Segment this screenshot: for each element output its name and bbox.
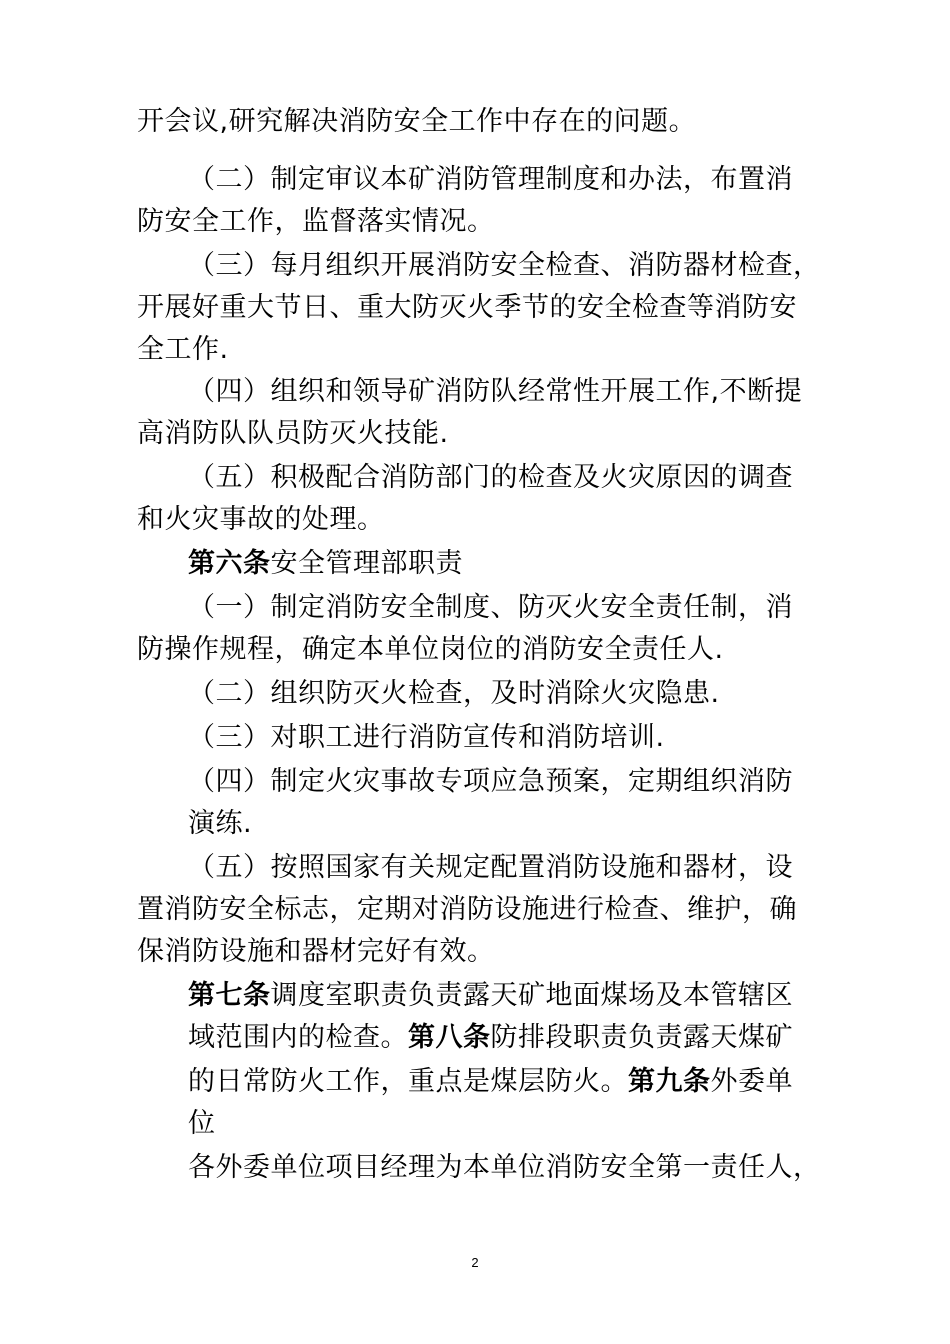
text-line: 开会议,研究解决消防安全工作中存在的问题。 bbox=[137, 106, 697, 137]
article-text: 安全管理部职责 bbox=[270, 548, 463, 579]
text-line: 防安全工作，监督落实情况。 bbox=[137, 206, 495, 237]
text-line: （三）对职工进行消防宣传和消防培训. bbox=[188, 722, 665, 753]
text-line: （五）积极配合消防部门的检查及火灾原因的调查 bbox=[188, 462, 793, 493]
text-line: 全工作. bbox=[137, 334, 229, 365]
text-line: 置消防安全标志，定期对消防设施进行检查、维护，确 bbox=[137, 894, 797, 925]
article-text: 调度室职责负责露天矿地面煤场及本管辖区 bbox=[270, 980, 793, 1011]
article-heading: 第六条 bbox=[188, 548, 271, 579]
text-line: 开展好重大节日、重大防灭火季节的安全检查等消防安 bbox=[137, 292, 797, 323]
text-line: （四）组织和领导矿消防队经常性开展工作,不断提 bbox=[188, 376, 803, 407]
text-line: 高消防队队员防灭火技能. bbox=[137, 418, 449, 449]
text-line: 保消防设施和器材完好有效。 bbox=[137, 936, 495, 967]
article-7-line bbox=[188, 979, 793, 1013]
text-line: 和火灾事故的处理。 bbox=[137, 504, 385, 535]
article-8-line bbox=[188, 1021, 793, 1055]
text-line: （二）制定审议本矿消防管理制度和办法，布置消 bbox=[188, 164, 793, 195]
article-6-line bbox=[188, 547, 463, 581]
article-9-line bbox=[188, 1065, 793, 1099]
text-line: （四）制定火灾事故专项应急预案，定期组织消防 bbox=[188, 766, 793, 797]
text-line: （三）每月组织开展消防安全检查、消防器材检查， bbox=[188, 250, 821, 281]
text-line: 域范围内的检查。 bbox=[188, 1022, 408, 1053]
page-number: 2 bbox=[471, 1255, 479, 1270]
text-line: 各外委单位项目经理为本单位消防安全第一责任人， bbox=[188, 1152, 821, 1183]
text-line: 位 bbox=[188, 1108, 216, 1139]
text-line: （二）组织防灭火检查，及时消除火灾隐患. bbox=[188, 678, 720, 709]
article-heading: 第七条 bbox=[188, 980, 271, 1011]
text-line: （五）按照国家有关规定配置消防设施和器材，设 bbox=[188, 852, 793, 883]
text-line: （一）制定消防安全制度、防灭火安全责任制，消 bbox=[188, 592, 793, 623]
text-line: 的日常防火工作，重点是煤层防火。 bbox=[188, 1066, 628, 1097]
article-text: 外委单 bbox=[710, 1066, 793, 1097]
text-line: 防操作规程，确定本单位岗位的消防安全责任人. bbox=[137, 634, 724, 665]
text-line: 演练. bbox=[188, 808, 253, 839]
article-heading: 第九条 bbox=[628, 1066, 711, 1097]
article-text: 防排段职责负责露天煤矿 bbox=[490, 1022, 793, 1053]
article-heading: 第八条 bbox=[408, 1022, 491, 1053]
